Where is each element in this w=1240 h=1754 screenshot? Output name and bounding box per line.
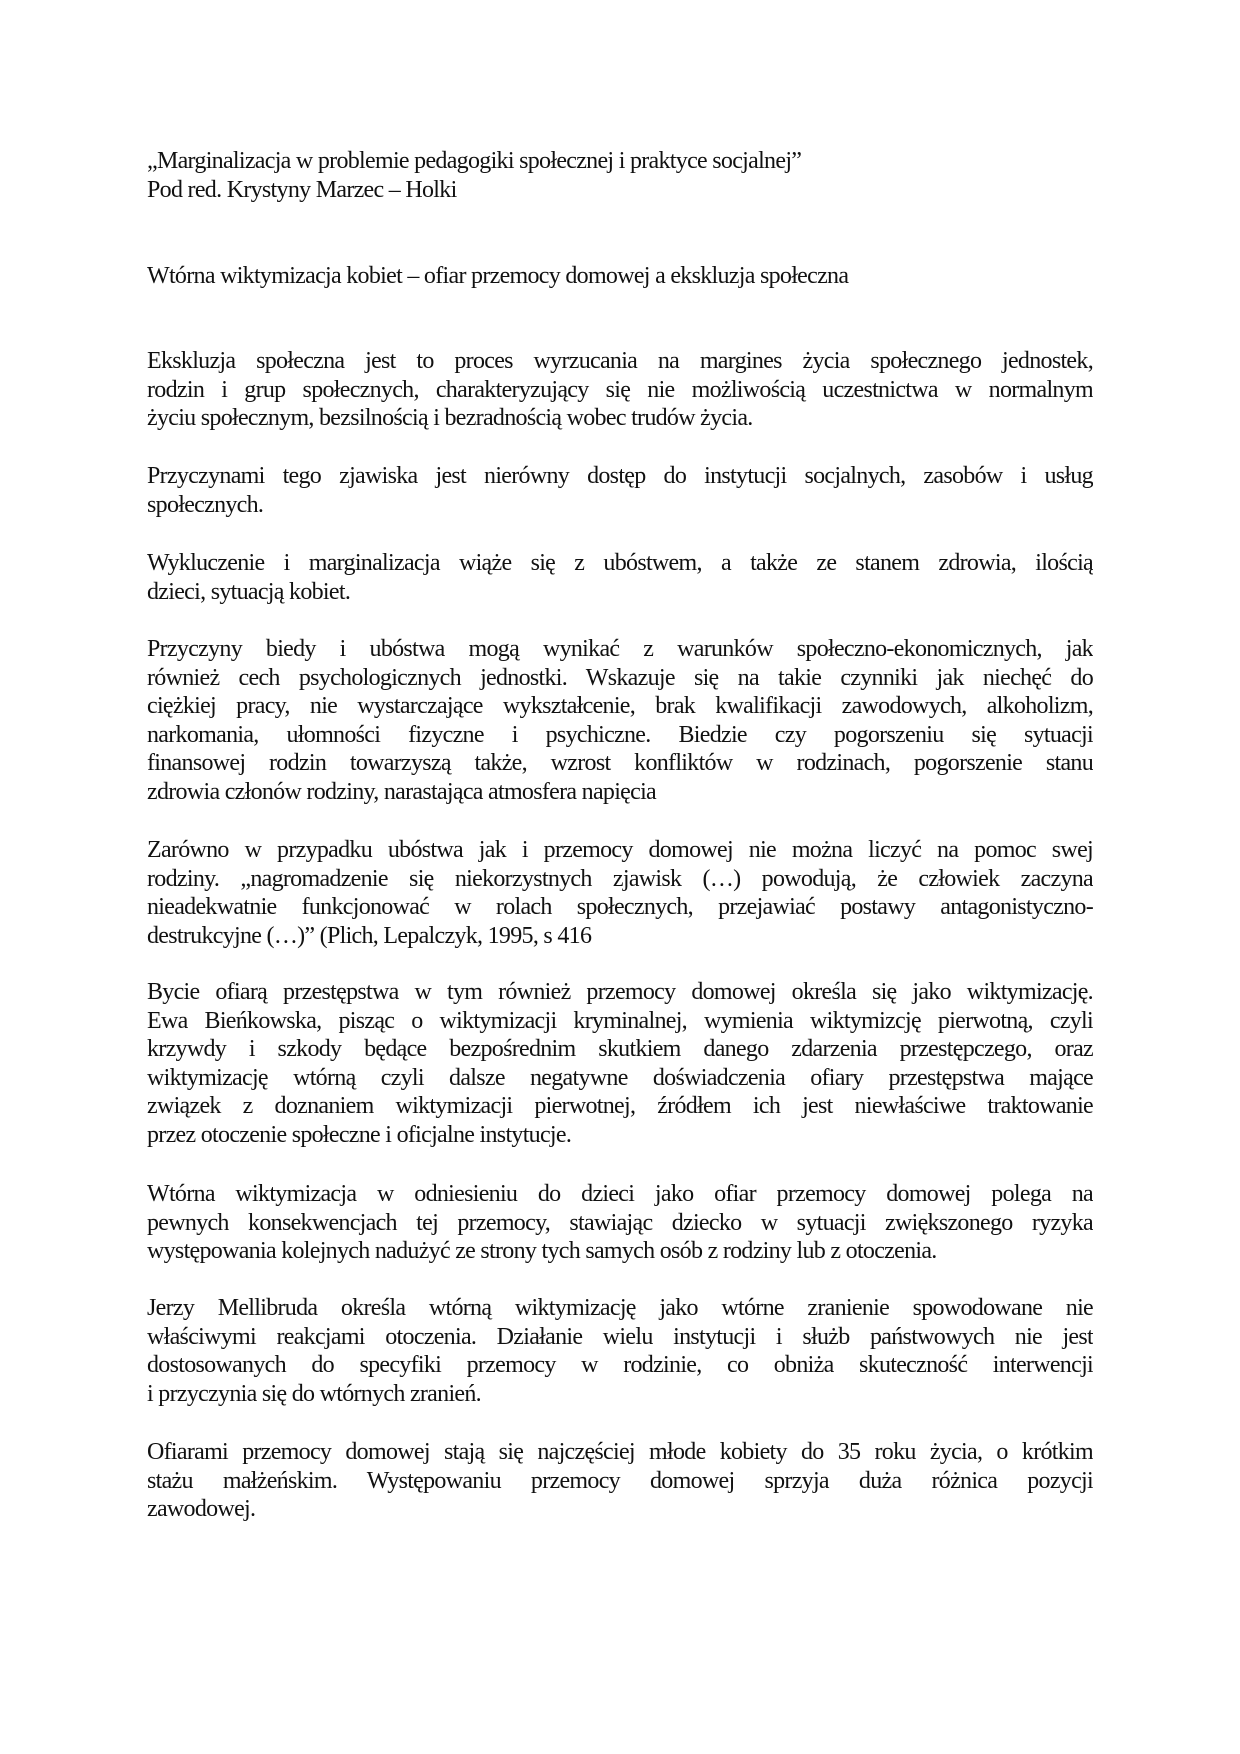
book-editor: Pod red. Krystyny Marzec – Holki <box>147 176 457 203</box>
paragraph-line: związek z doznaniem wiktymizacji pierwotnej, źródłem ich jest niewłaściwe traktowanie <box>147 1093 1093 1120</box>
paragraph-line: właściwymi reakcjami otoczenia. Działanie wielu instytucji i służb państwowych nie jest <box>147 1323 1093 1350</box>
paragraph-line: występowania kolejnych nadużyć ze strony tych samych osób z rodziny lub z otoczenia. <box>147 1238 937 1265</box>
paragraph-line: Ekskluzja społeczna jest to proces wyrzucania na margines życia społecznego jednostek, <box>147 348 1093 374</box>
paragraph-line: Ofiarami przemocy domowej stają się najczęściej młode kobiety do 35 roku życia, o krótkim <box>147 1439 1093 1465</box>
paragraph-line: Ewa Bieńkowska, pisząc o wiktymizacji kryminalnej, wymienia wiktymizcję pierwotną, czyli <box>147 1007 1093 1034</box>
paragraph-line: ciężkiej pracy, nie wystarczające wykształcenie, brak kwalifikacji zawodowych, alkoholizm, <box>147 693 1093 720</box>
paragraph <box>147 836 1093 950</box>
paragraph-line: zawodowej. <box>147 1496 256 1523</box>
paragraph <box>147 549 1093 606</box>
paragraph <box>147 1294 1093 1408</box>
paragraph-line: Zarówno w przypadku ubóstwa jak i przemocy domowej nie można liczyć na pomoc swej <box>147 837 1093 863</box>
paragraph-line: rodzin i grup społecznych, charakteryzujący się nie możliwością uczestnictwa w normalnym <box>147 376 1093 403</box>
paragraph <box>147 1180 1093 1266</box>
paragraph-line: również cech psychologicznych jednostki. Wskazuje się na takie czynniki jak niechęć do <box>147 664 1093 691</box>
paragraph-line: finansowej rodzin towarzyszą także, wzrost konfliktów w rodzinach, pogorszenie stanu <box>147 750 1093 777</box>
paragraph-line: Wykluczenie i marginalizacja wiąże się z ubóstwem, a także ze stanem zdrowia, ilością <box>147 550 1093 576</box>
document-title-block <box>147 147 1093 204</box>
paragraph <box>147 1438 1093 1524</box>
paragraph-line: rodziny. „nagromadzenie się niekorzystnych zjawisk (…) powodują, że człowiek zaczyna <box>147 865 1093 892</box>
paragraph <box>147 635 1093 807</box>
paragraph <box>147 978 1093 1150</box>
paragraph-line: wiktymizację wtórną czyli dalsze negatywne doświadczenia ofiary przestępstwa mające <box>147 1064 1093 1091</box>
paragraph-line: Wtórna wiktymizacja w odniesieniu do dzieci jako ofiar przemocy domowej polega na <box>147 1181 1093 1207</box>
paragraph-line: stażu małżeńskim. Występowaniu przemocy domowej sprzyja duża różnica pozycji <box>147 1467 1093 1494</box>
article-heading: Wtórna wiktymizacja kobiet – ofiar przemocy domowej a ekskluzja społeczna <box>147 263 849 289</box>
paragraph-line: Przyczyny biedy i ubóstwa mogą wynikać z warunków społeczno-ekonomicznych, jak <box>147 636 1093 662</box>
paragraph-line: dzieci, sytuacją kobiet. <box>147 578 351 605</box>
paragraph <box>147 462 1093 519</box>
paragraph-line: przez otoczenie społeczne i oficjalne instytucje. <box>147 1121 572 1148</box>
paragraph-line: krzywdy i szkody będące bezpośrednim skutkiem danego zdarzenia przestępczego, oraz <box>147 1036 1093 1063</box>
paragraph-line: nieadekwatnie funkcjonować w rolach społecznych, przejawiać postawy antagonistyczno- <box>147 894 1093 921</box>
paragraph-line: i przyczynia się do wtórnych zranień. <box>147 1380 481 1407</box>
paragraph-line: zdrowia członów rodziny, narastająca atmosfera napięcia <box>147 778 657 805</box>
article-heading-block <box>147 262 1093 291</box>
paragraph-line: społecznych. <box>147 491 264 518</box>
paragraph-line: Przyczynami tego zjawiska jest nierówny dostęp do instytucji socjalnych, zasobów i usług <box>147 463 1093 489</box>
paragraph-line: Bycie ofiarą przestępstwa w tym również przemocy domowej określa się jako wiktymizację. <box>147 979 1093 1005</box>
paragraph-line: dostosowanych do specyfiki przemocy w rodzinie, co obniża skuteczność interwencji <box>147 1352 1093 1379</box>
book-title: „Marginalizacja w problemie pedagogiki społecznej i praktyce socjalnej” <box>147 148 802 174</box>
paragraph-line: Jerzy Mellibruda określa wtórną wiktymizację jako wtórne zranienie spowodowane nie <box>147 1295 1093 1321</box>
paragraph-line: narkomania, ułomności fizyczne i psychiczne. Biedzie czy pogorszeniu się sytuacji <box>147 721 1093 748</box>
paragraph-line: pewnych konsekwencjach tej przemocy, stawiając dziecko w sytuacji zwiększonego ryzyka <box>147 1209 1093 1236</box>
paragraph-line: destrukcyjne (…)” (Plich, Lepalczyk, 1995, s 416 <box>147 922 592 949</box>
paragraph-line: życiu społecznym, bezsilnością i bezradnością wobec trudów życia. <box>147 405 753 432</box>
paragraph <box>147 347 1093 433</box>
